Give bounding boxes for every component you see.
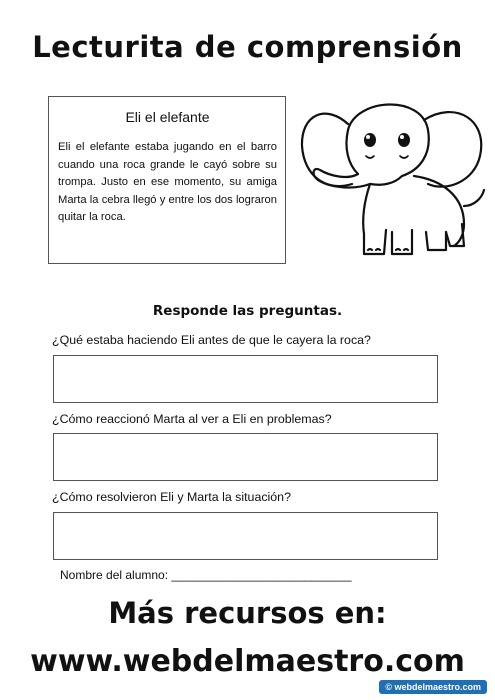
elephant-illustration xyxy=(296,84,492,264)
answer-box-3[interactable] xyxy=(53,512,438,560)
question-2: ¿Cómo reaccionó Marta al ver a Eli en problemas? xyxy=(52,412,332,426)
story-box xyxy=(48,96,286,264)
answer-box-2[interactable] xyxy=(53,433,438,481)
story-text: Eli el elefante estaba jugando en el barro cuando una roca grande le cayó sobre su trompa. Justo en ese momento, su amiga Marta la cebra llegó y entre los dos lograron quitar la roca. xyxy=(58,141,277,223)
copyright-badge: © webdelmaestro.com xyxy=(379,680,487,694)
promo-heading: Más recursos en: xyxy=(108,596,387,630)
student-name-line: Nombre del alumno: ___________________________ xyxy=(60,568,352,582)
questions-subtitle: Responde las preguntas. xyxy=(152,303,343,319)
worksheet-title: Lecturita de comprensión xyxy=(32,30,463,64)
question-1: ¿Qué estaba haciendo Eli antes de que le cayera la roca? xyxy=(52,333,371,347)
answer-box-1[interactable] xyxy=(53,355,438,403)
promo-url: www.webdelmaestro.com xyxy=(30,644,465,679)
story-title: Eli el elefante xyxy=(125,109,210,125)
question-3: ¿Cómo resolvieron Eli y Marta la situación? xyxy=(52,490,291,504)
